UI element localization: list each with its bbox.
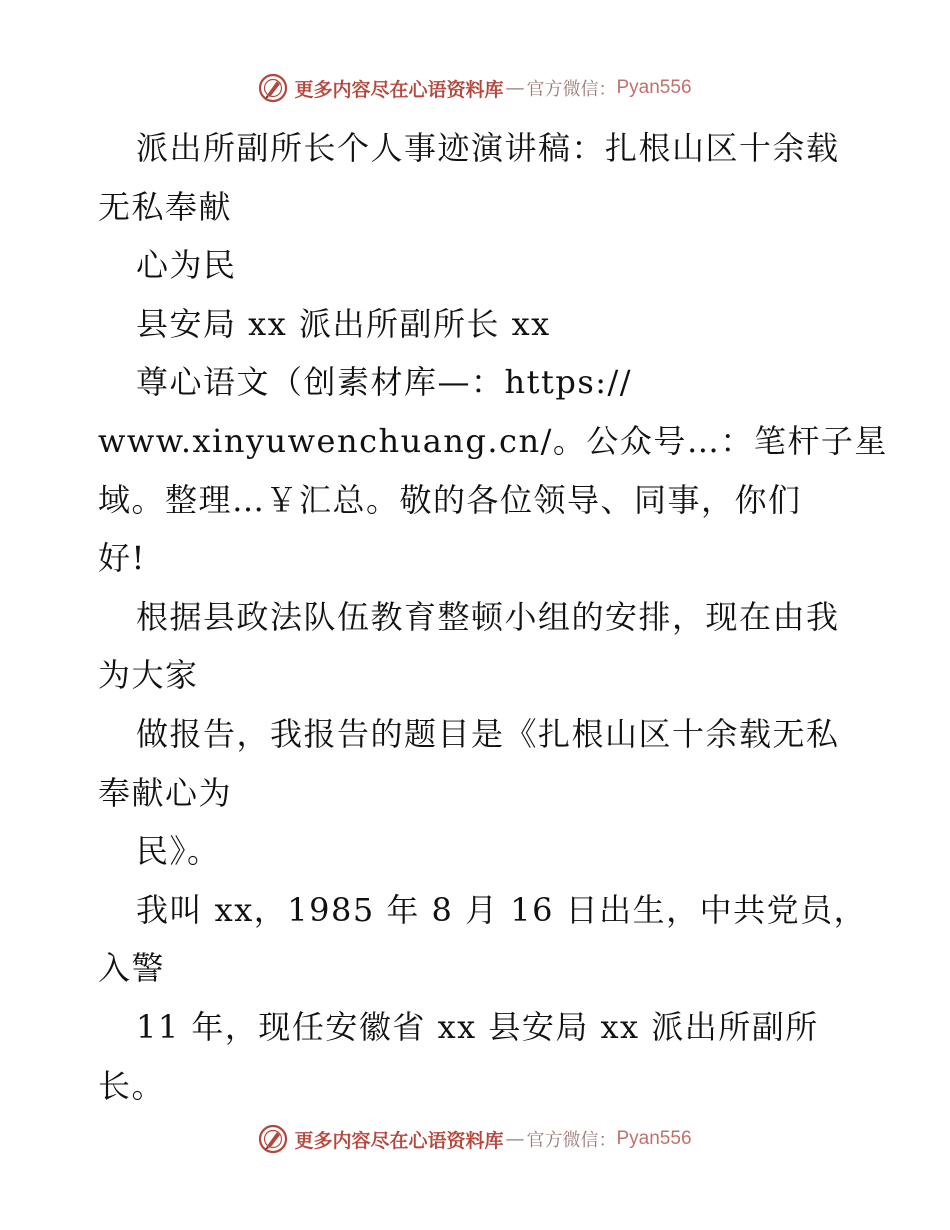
pen-nib-logo-icon <box>258 1124 288 1154</box>
text-line: 奉献心为 <box>98 773 233 812</box>
text-line: 好! <box>98 539 146 578</box>
text-line: 尊心语文（创素材库—：https:// <box>136 363 633 402</box>
text-line: 为大家 <box>98 656 199 695</box>
banner-text: 更多内容尽在心语资料库 <box>294 1129 504 1152</box>
banner-separator: — <box>505 1128 525 1150</box>
text-line: 长。 <box>98 1066 166 1105</box>
title-line-1: 派出所副所长个人事迹演讲稿：扎根山区十余载 <box>136 129 840 167</box>
text-line: 根据县政法队伍教育整顿小组的安排，现在由我 <box>136 597 840 636</box>
text-line: www.xinyuwenchuang.cn/。公众号…：笔杆子星 <box>98 421 888 460</box>
banner-separator: — <box>505 77 525 99</box>
document-body <box>98 124 888 1120</box>
wechat-id: Pyan556 <box>616 77 692 98</box>
header-banner <box>0 70 950 106</box>
title-line-2: 无私奉献 <box>98 187 233 226</box>
banner-text: 更多内容尽在心语资料库 <box>294 78 504 101</box>
footer-banner <box>0 1121 950 1157</box>
text-line: 我叫 xx，1985 年 8 月 16 日出生，中共党员， <box>136 890 868 929</box>
wechat-label: 官方微信： <box>526 1130 617 1151</box>
text-line: 入警 <box>98 949 166 988</box>
wechat-label: 官方微信： <box>526 79 617 100</box>
author-line: 县安局 xx 派出所副所长 xx <box>136 304 551 343</box>
pen-nib-logo-icon <box>258 73 288 103</box>
text-line: 做报告，我报告的题目是《扎根山区十余载无私 <box>136 714 840 753</box>
text-line: 域。整理…￥汇总。敬的各位领导、同事，你们 <box>98 480 802 519</box>
title-line-3: 心为民 <box>136 246 237 285</box>
text-line: 11 年，现任安徽省 xx 县安局 xx 派出所副所 <box>136 1007 819 1046</box>
wechat-id: Pyan556 <box>616 1128 692 1149</box>
text-line: 民》。 <box>136 832 221 871</box>
